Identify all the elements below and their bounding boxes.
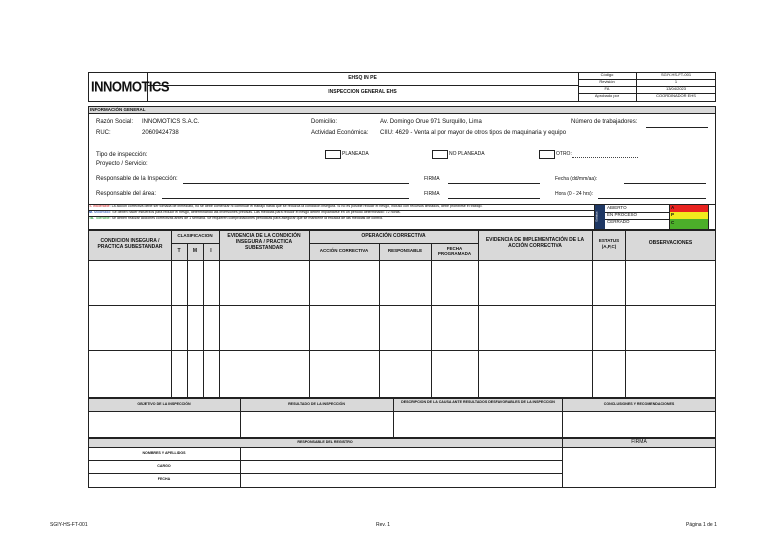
meta-label-aprobado: Aprobado por xyxy=(594,93,620,98)
estatus-side-text: Estatus xyxy=(594,211,599,222)
meta-value-revision: 1 xyxy=(674,79,678,84)
firma-header: FIRMA xyxy=(631,439,647,445)
col-evid-impl: EVIDENCIA DE IMPLEMENTACIÓN DE LA ACCIÓN CORRECTIVA xyxy=(485,237,585,249)
col-condicion: CONDICION INSEGURA / PRACTICA SUBESTANDAR xyxy=(97,238,163,250)
legend-intolerable: T. Intolerable: La acción correctiva debe ser tomada de inmediato, no se debe comenzar ni continuar el trabajo hasta que se reduzca la condición insegura. Si no es posible reducir el riesgo, incluso con recursos limitados, debe prohibirse el trabajo. xyxy=(89,205,483,208)
footer-rev: Rev. 1 xyxy=(376,522,391,528)
otro-field[interactable] xyxy=(572,157,638,158)
status-cerrado-label: CERRADO xyxy=(607,219,630,224)
section-title-general: INFORMACIÓN GENERAL xyxy=(90,107,146,112)
meta-value-aprobado: COORDINADOR EHS xyxy=(656,93,696,98)
proyecto-label: Proyecto / Servicio: xyxy=(96,161,148,167)
conclusiones-header: CONCLUSIONES Y RECOMENDACIONES xyxy=(603,402,675,406)
planeada-label: PLANEADA xyxy=(342,151,369,157)
doc-title: EHSQ IN PE xyxy=(348,75,377,81)
no-planeada-label: NO PLANEADA xyxy=(449,151,485,157)
firma-2-label: FIRMA xyxy=(424,191,440,197)
col-estatus: ESTATUS (A,P,C) xyxy=(598,238,620,249)
tipo-inspeccion-label: Tipo de inspección: xyxy=(96,152,148,158)
meta-label-codigo: Código xyxy=(600,72,614,77)
table-row[interactable] xyxy=(89,261,715,304)
resp-area-label: Responsable del área: xyxy=(96,191,157,197)
form-title: INSPECCION GENERAL EHS xyxy=(328,89,397,95)
hora-label: Hora (0 - 24 hrs): xyxy=(555,191,594,197)
company-logo: INNOMOTICS xyxy=(91,77,170,96)
fecha-field[interactable] xyxy=(624,183,706,184)
domicilio-label: Domicilio: xyxy=(311,119,338,125)
col-operacion: OPERACIÓN CORRECTIVA xyxy=(361,233,426,239)
col-sub-i: I xyxy=(210,248,212,254)
meta-label-revision: Revisión xyxy=(599,79,615,84)
meta-value-codigo: SGIY-HS-FT-001 xyxy=(660,72,692,77)
legend-tolerable: To. Tolerable: Se deben realizar acciones correctivas antes de 1 semana. Se requieren comprobaciones periódicas para asegurar que se mantiene la eficacia de las medidas de control. xyxy=(89,217,384,220)
firma-2-field[interactable] xyxy=(448,198,540,199)
objetivo-header: OBJETIVO DE LA INSPECCIÓN xyxy=(137,402,191,406)
status-cerrado-code: C xyxy=(671,220,675,225)
status-abierto-swatch xyxy=(670,205,708,212)
table-row[interactable] xyxy=(89,351,715,397)
ruc-label: RUC: xyxy=(96,130,111,136)
descripcion-header: DESCRIPCION DE LA CAUSA ANTE RESULTADOS DESFAVORABLES DE LA INSPECCION xyxy=(401,400,555,404)
otro-checkbox[interactable] xyxy=(539,150,555,159)
meta-value-fa: 13/04/2023 xyxy=(665,86,687,91)
status-cerrado-swatch xyxy=(670,219,708,229)
col-sub-fecha: FECHA PROGRAMADA xyxy=(437,246,472,257)
status-abierto-code: A xyxy=(671,205,675,210)
col-observaciones: OBSERVACIONES xyxy=(648,240,693,246)
trabajadores-label: Número de trabajadores: xyxy=(571,119,638,125)
actividad-value: CIIU: 4629 - Venta al por mayor de otros tipos de maquinaria y equipo xyxy=(380,130,567,136)
col-sub-t: T xyxy=(177,248,181,254)
trabajadores-field[interactable] xyxy=(646,127,708,128)
domicilio-value: Av. Domingo Orue 971 Surquillo, Lima xyxy=(380,119,482,125)
col-sub-m: M xyxy=(192,248,198,254)
actividad-label: Actividad Económica: xyxy=(311,130,369,136)
cargo-label: CARGO xyxy=(157,464,171,468)
razon-social-label: Razón Social: xyxy=(96,119,134,125)
col-clasificacion: CLASIFICACION xyxy=(177,233,213,238)
footer-page: Página 1 de 1 xyxy=(686,522,717,528)
fecha-label: Fecha (dd/mm/aa): xyxy=(555,176,598,182)
hora-field[interactable] xyxy=(598,198,706,199)
responsable-registro-header: RESPONSABLE DEL REGISTRO xyxy=(297,440,353,444)
col-sub-accion: ACCIÓN CORRECTIVA xyxy=(319,248,369,253)
firma-1-label: FIRMA xyxy=(424,176,440,182)
footer-code: SGIY-HS-FT-001 xyxy=(50,522,88,528)
col-sub-responsable: RESPONSABLE xyxy=(387,248,423,253)
status-proceso-code: P xyxy=(671,212,675,217)
nombres-label: NOMBRES Y APELLIDOS xyxy=(142,451,186,455)
meta-label-fa: FA xyxy=(604,86,610,91)
col-evidencia: EVIDENCIA DE LA CONDICIÓN INSEGURA / PRACTICA SUBESTANDAR xyxy=(227,233,301,251)
status-proceso-swatch xyxy=(670,212,708,219)
otro-label: OTRO: xyxy=(556,151,572,157)
resp-inspeccion-field[interactable] xyxy=(183,183,409,184)
no-planeada-checkbox[interactable] xyxy=(432,150,448,159)
table-row[interactable] xyxy=(89,306,715,349)
resp-area-field[interactable] xyxy=(162,198,409,199)
planeada-checkbox[interactable] xyxy=(325,150,341,159)
resultado-header: RESULTADO DE LA INSPECCIÓN xyxy=(288,402,345,406)
fecha-registro-label: FECHA xyxy=(157,477,171,481)
razon-social-value: INNOMOTICS S.A.C. xyxy=(142,119,200,125)
legend-moderado: M. Moderado: Se deben hacer esfuerzos para reducir el riesgo, determinando las inversiones precisas. Las medidas para reducir el riesgo deben implantarse en un periodo determinado: 72 horas. xyxy=(89,211,401,214)
status-abierto-label: ABIERTO xyxy=(607,205,627,210)
ruc-value: 20609424738 xyxy=(142,130,179,136)
resp-inspeccion-label: Responsable de la Inspección: xyxy=(96,176,178,182)
status-proceso-label: EN PROCESO xyxy=(607,212,638,217)
firma-1-field[interactable] xyxy=(448,183,540,184)
